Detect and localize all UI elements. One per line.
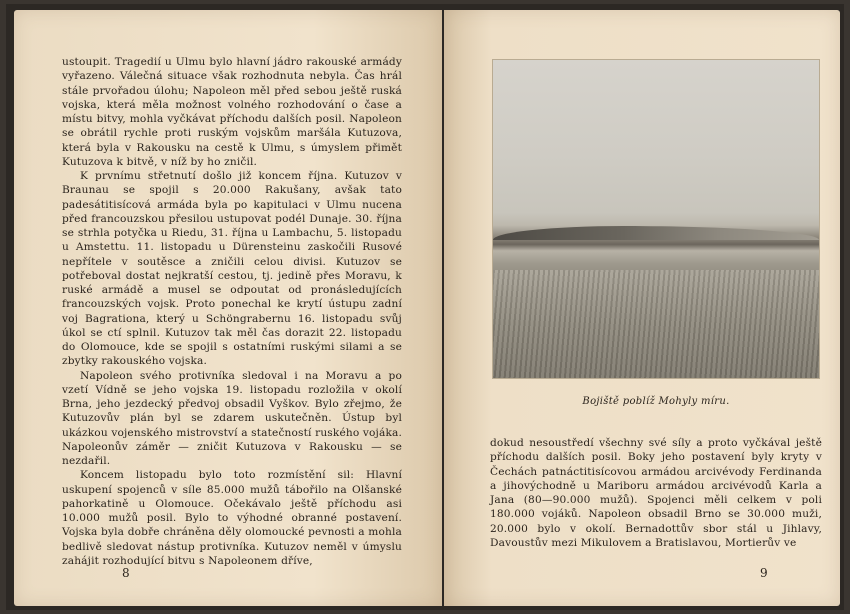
paragraph: dokud nesoustředí všechny své síly a proto vyčkával ještě příchodu dalších posil. Boky jeho postavení byly kryty v Čechách patnáctitisícovou armádou arcivévody Ferdinanda a jihovýchodně u Mariboru armádou arcivévodů Karla a Jana (80—90.000 mužů). Spojenci měli celkem v poli 180.000 vojáků. Napoleon obsadil Brno se 30.000 muži, 20.000 bylo v okolí. Bernadottův sbor stál u Jihlavy, Davoustův mezi Mikulovem a Bratislavou, Mortierův ve xyxy=(490,437,822,549)
book-spread xyxy=(6,4,844,610)
field-foreground xyxy=(493,270,819,378)
paragraph: Napoleon svého protivníka sledoval i na Moravu a po vzetí Vídně se jeho vojska 19. listopadu rozložila v okolí Brna, jeho jezdecký předvoj obsadil Vyškov. Bylo zřejmo, že Kutuzovův plán byl se zdarem uskutečněn. Ústup byl ukázkou vojenského mistrovství a statečností ruského vojáka. Napoleonův záměr — zničit Kutuzova v Rakousku — se nezdařil. xyxy=(62,369,402,467)
left-page-text xyxy=(62,55,402,568)
right-page xyxy=(444,10,840,606)
photo-caption: Bojiště poblíž Mohyly míru. xyxy=(582,396,730,407)
paragraph: Koncem listopadu bylo toto rozmístění sil: Hlavní uskupení spojenců v síle 85.000 mužů tábořilo na Olšanské pahorkatině u Olomouce. Očekávalo ještě příchodu asi 10.000 mužů posil. Bylo to výhodné obranné postavení. Vojska byla dobře chráněna děly olomoucké pevnosti a mohla bedlivě sledovat nástup protivníka. Kutuzov neměl v úmyslu zahájit rozhodující bitvu s Napoleonem dříve, xyxy=(62,469,402,567)
page-number-right: 9 xyxy=(760,566,768,580)
horizon-hill xyxy=(493,226,819,240)
paragraph: ustoupit. Tragedií u Ulmu bylo hlavní jádro rakouské armády vyřazeno. Válečná situace však rozhodnuta nebyla. Čas hrál stále prvořadou úlohu; Napoleon měl před sebou ještě ruská vojska, která měla možnost volného rozhodování o čase a místu bitvy, mohla vyčkávat příchodu dalších posil. Napoleon se obrátil rychle proti ruským vojskům maršála Kutuzova, která byla v Rakousku na cestě k Ulmu, s úmyslem přimět Kutuzova k bitvě, v níž by ho zničil. xyxy=(62,56,402,168)
page-number-left: 8 xyxy=(122,566,130,580)
battlefield-photo xyxy=(493,60,819,378)
right-page-text xyxy=(490,436,822,550)
left-page xyxy=(14,10,442,606)
paragraph: K prvnímu střetnutí došlo již koncem října. Kutuzov v Braunau se spojil s 20.000 Rakušany, avšak tato padesátitisícová armáda byla po kapitulaci v Ulmu nucena před francouzskou přesilou ustupovat podél Dunaje. 30. října se strhla potyčka u Riedu, 31. října u Lambachu, 5. listopadu u Amstettu. 11. listopadu u Dürensteinu zaskočili Rusové nepřítele v soutěsce a zničili celou divisi. Kutuzov se potřeboval dostat nejkratší cestou, tj. jedině přes Moravu, k ruské armádě a musel se odpoutat od pronásledujících francouzských vojsk. Proto ponechal ke krytí ústupu zadní voj Bagrationa, který u Schöngrabernu 16. listopadu svůj úkol se ctí splnil. Kutuzov tak měl čas dorazit 22. listopadu do Olomouce, kde se spojil s ostatními ruskými silami a se zbytky rakouského vojska. xyxy=(62,170,402,368)
